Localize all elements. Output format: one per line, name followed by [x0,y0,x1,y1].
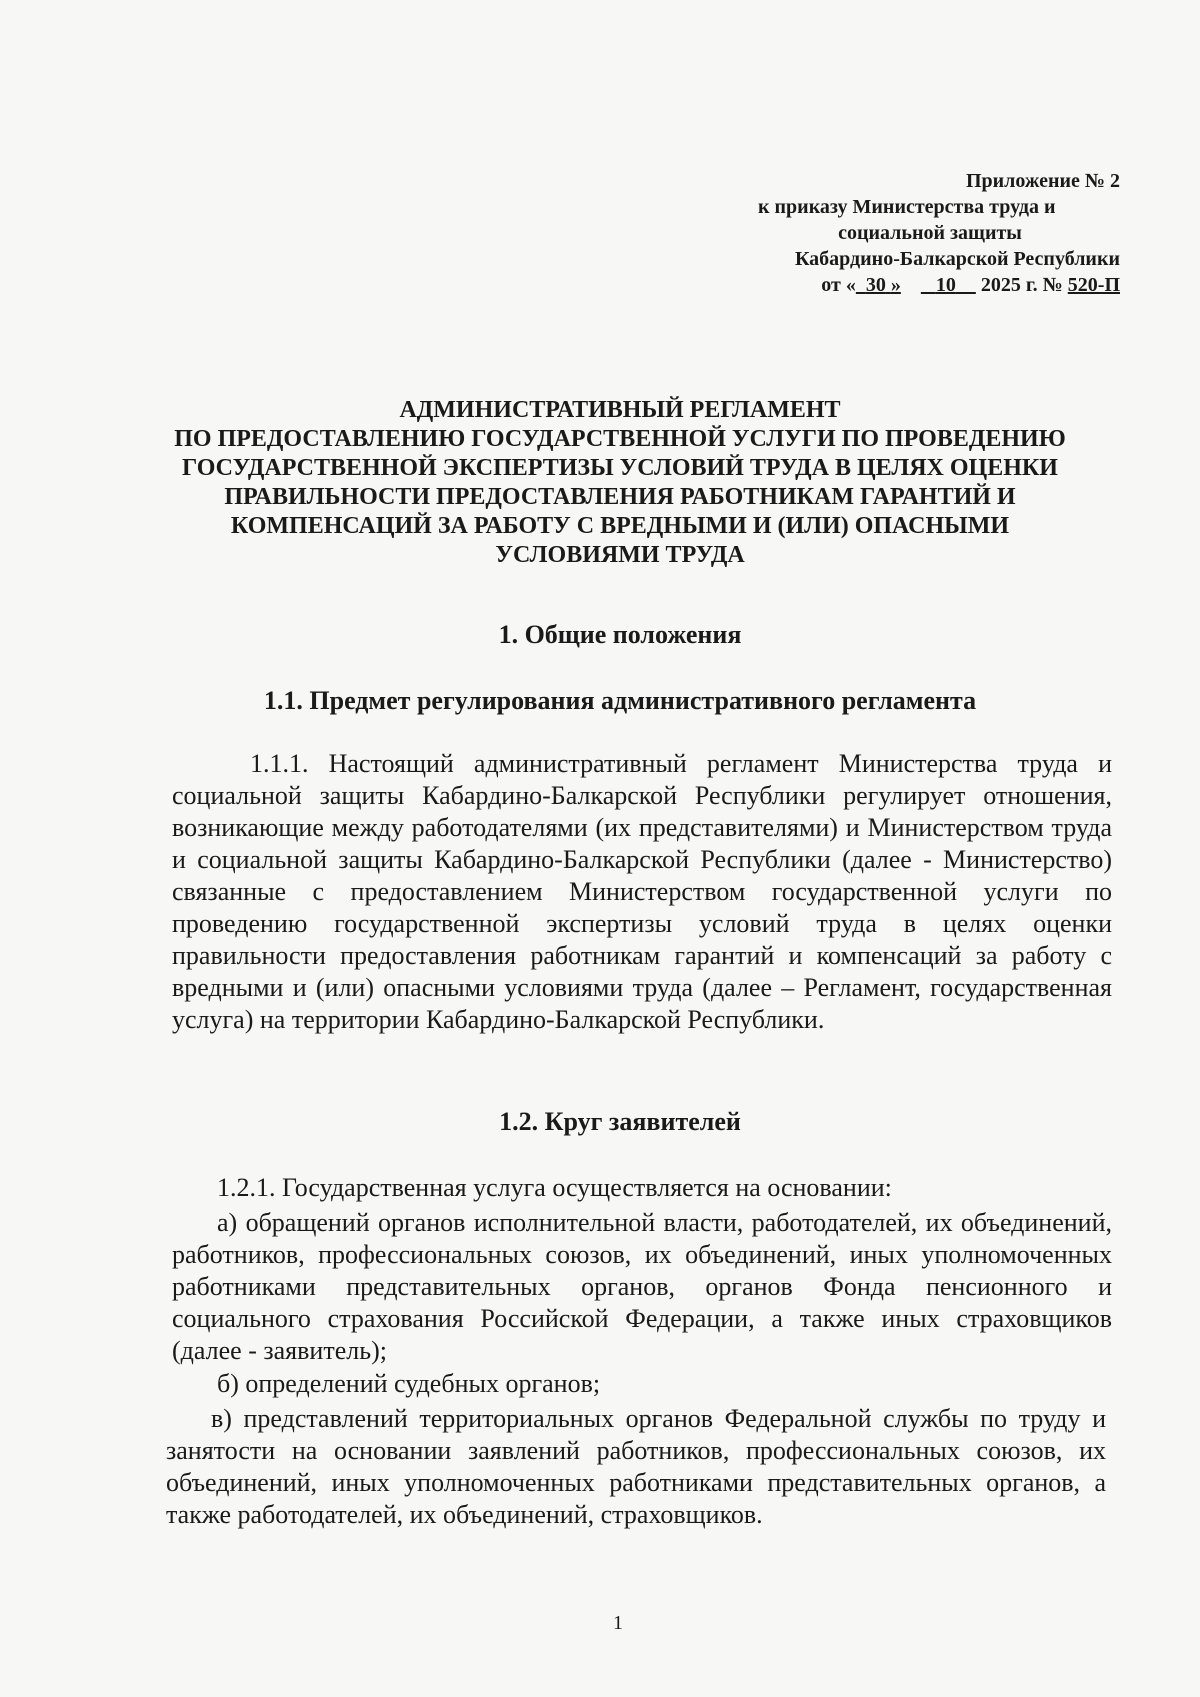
list-item-c: в) представлений территориальных органов Федеральной службы по труду и занятости на основании заявлений работников, профессиональных союзов, их объединений, иных уполномоченных работниками представительных органов, а также работодателей, их объединений, страховщиков. [166,1404,1106,1529]
paragraph-1-2-1: 1.2.1. Государственная услуга осуществляется на основании: [217,1173,892,1202]
annex-ministry-line: социальной защиты [838,222,1022,244]
annex-title: Приложение № 2 [965,170,1120,192]
title-line: КОМПЕНСАЦИЙ ЗА РАБОТУ С ВРЕДНЫМИ И (ИЛИ) ОПАСНЫМИ [230,513,1010,539]
date-prefix: от « [821,274,856,296]
title-line: ГОСУДАРСТВЕННОЙ ЭКСПЕРТИЗЫ УСЛОВИЙ ТРУДА В ЦЕЛЯХ ОЦЕНКИ [182,455,1058,481]
title-line: АДМИНИСТРАТИВНЫЙ РЕГЛАМЕНТ [399,397,841,423]
order-number: 520-П [1067,274,1120,296]
paragraph-1-1-1: 1.1.1. Настоящий административный регламент Министерства труда и социальной защиты Кабардино-Балкарской Республики регулирует отношения, возникающие между работодателями (их представителями) и Министерством труда и социальной защиты Кабардино-Балкарской Республики (далее - Министерство) связанные с предоставлением Министерством государственной услуги по проведению государственной экспертизы условий труда в целях оценки правильности предоставления работникам гарантий и компенсаций за работу с вредными и (или) опасными условиями труда (далее – Регламент, государственная услуга) на территории Кабардино-Балкарской Республики. [172,749,1112,1034]
list-item-b: б) определений судебных органов; [217,1369,601,1398]
page-number: 1 [613,1612,623,1634]
list-item-a: а) обращений органов исполнительной власти, работодателей, их объединений, работников, профессиональных союзов, их объединений, иных уполномоченных работниками представительных органов, органов Фонда пенсионного и социального страхования Российской Федерации, а также иных страховщиков (далее - заявитель); [172,1208,1112,1365]
title-line: ПО ПРЕДОСТАВЛЕНИЮ ГОСУДАРСТВЕННОЙ УСЛУГИ ПО ПРОВЕДЕНИЮ [174,426,1066,452]
annex-block [740,168,1120,298]
section-heading: 1. Общие положения [498,620,742,649]
annex-order-line: к приказу Министерства труда и [758,196,1056,218]
subsection-heading-1-1: 1.1. Предмет регулирования административного регламента [263,686,977,715]
date-day: 30 » [865,274,901,296]
annex-date-line [740,272,1120,298]
title-line: ПРАВИЛЬНОСТИ ПРЕДОСТАВЛЕНИЯ РАБОТНИКАМ ГАРАНТИЙ И [224,484,1016,510]
subsection-heading-1-2: 1.2. Круг заявителей [499,1107,741,1136]
document-title [150,396,1090,570]
date-year: 2025 г. № [980,274,1063,296]
annex-republic-line: Кабардино-Балкарской Республики [794,248,1120,270]
date-month: 10 [935,274,956,296]
title-line: УСЛОВИЯМИ ТРУДА [495,542,745,568]
